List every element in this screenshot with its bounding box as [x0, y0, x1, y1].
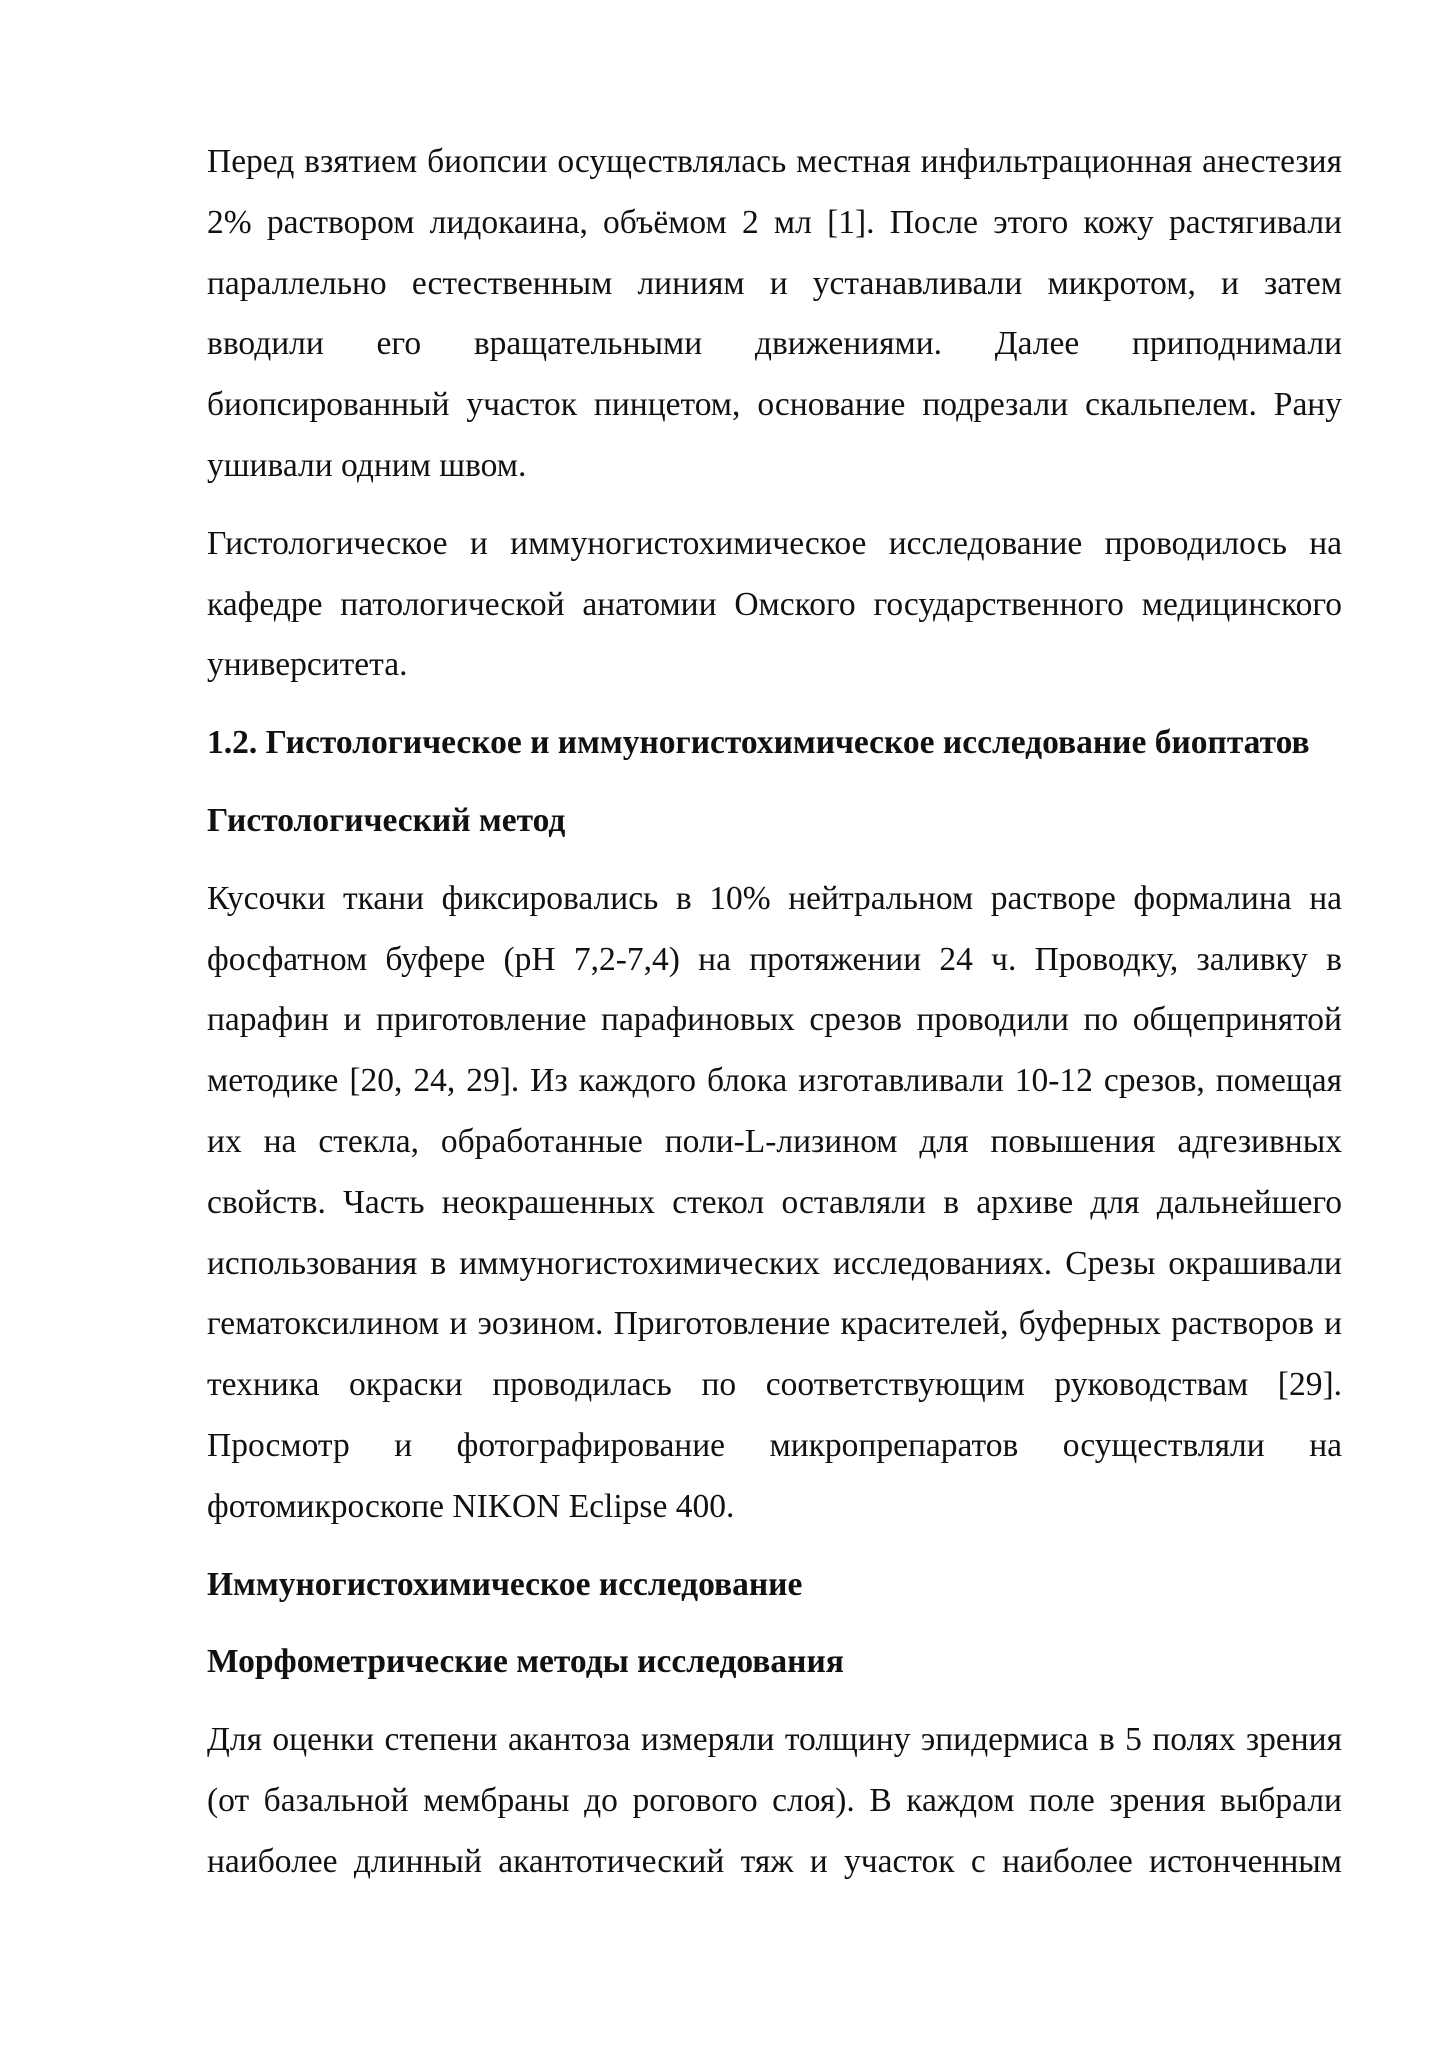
paragraph-biopsy-procedure: Перед взятием биопсии осуществлялась местная инфильтрационная анестезия 2% раствором лидокаина, объёмом 2 мл [1]. После этого кожу растягивали параллельно естественным линиям и устанавливали микротом, и затем вводили его вращательными движениями. Далее приподнимали биопсированный участок пинцетом, основание подрезали скальпелем. Рану ушивали одним швом.: [207, 143, 1342, 484]
subheading-histology: Гистологический метод: [207, 801, 566, 839]
paragraph-research-location: Гистологическое и иммуногистохимическое исследование проводилось на кафедре патологической анатомии Омского государственного медицинского университета.: [207, 524, 1342, 684]
subheading-immunohistochemistry: Иммуногистохимическое исследование: [207, 1565, 803, 1603]
subheading-morphometry: Морфометрические методы исследования: [207, 1643, 844, 1681]
section-heading: 1.2. Гистологическое и иммуногистохимическое исследование биоптатов: [207, 724, 1310, 762]
paragraph-morphometry: Для оценки степени акантоза измеряли толщину эпидермиса в 5 полях зрения (от базальной мембраны до рогового слоя). В каждом поле зрения выбрали наиболее длинный акантотический тяж и участок с наиболее истонченным: [207, 1721, 1342, 1880]
document-body: [207, 132, 1342, 1910]
paragraph-histology-method: Кусочки ткани фиксировались в 10% нейтральном растворе формалина на фосфатном буфере (pH 7,2-7,4) на протяжении 24 ч. Проводку, заливку в парафин и приготовление парафиновых срезов проводили по общепринятой методике [20, 24, 29]. Из каждого блока изготавливали 10-12 срезов, помещая их на стекла, обработанные поли-L-лизином для повышения адгезивных свойств. Часть неокрашенных стекол оставляли в архиве для дальнейшего использования в иммуногистохимических исследованиях. Срезы окрашивали гематоксилином и эозином. Приготовление красителей, буферных растворов и техника окраски проводилась по соответствующим руководствам [29]. Просмотр и фотографирование микропрепаратов осуществляли на фотомикроскопе NIKON Eclipse 400.: [207, 879, 1342, 1525]
